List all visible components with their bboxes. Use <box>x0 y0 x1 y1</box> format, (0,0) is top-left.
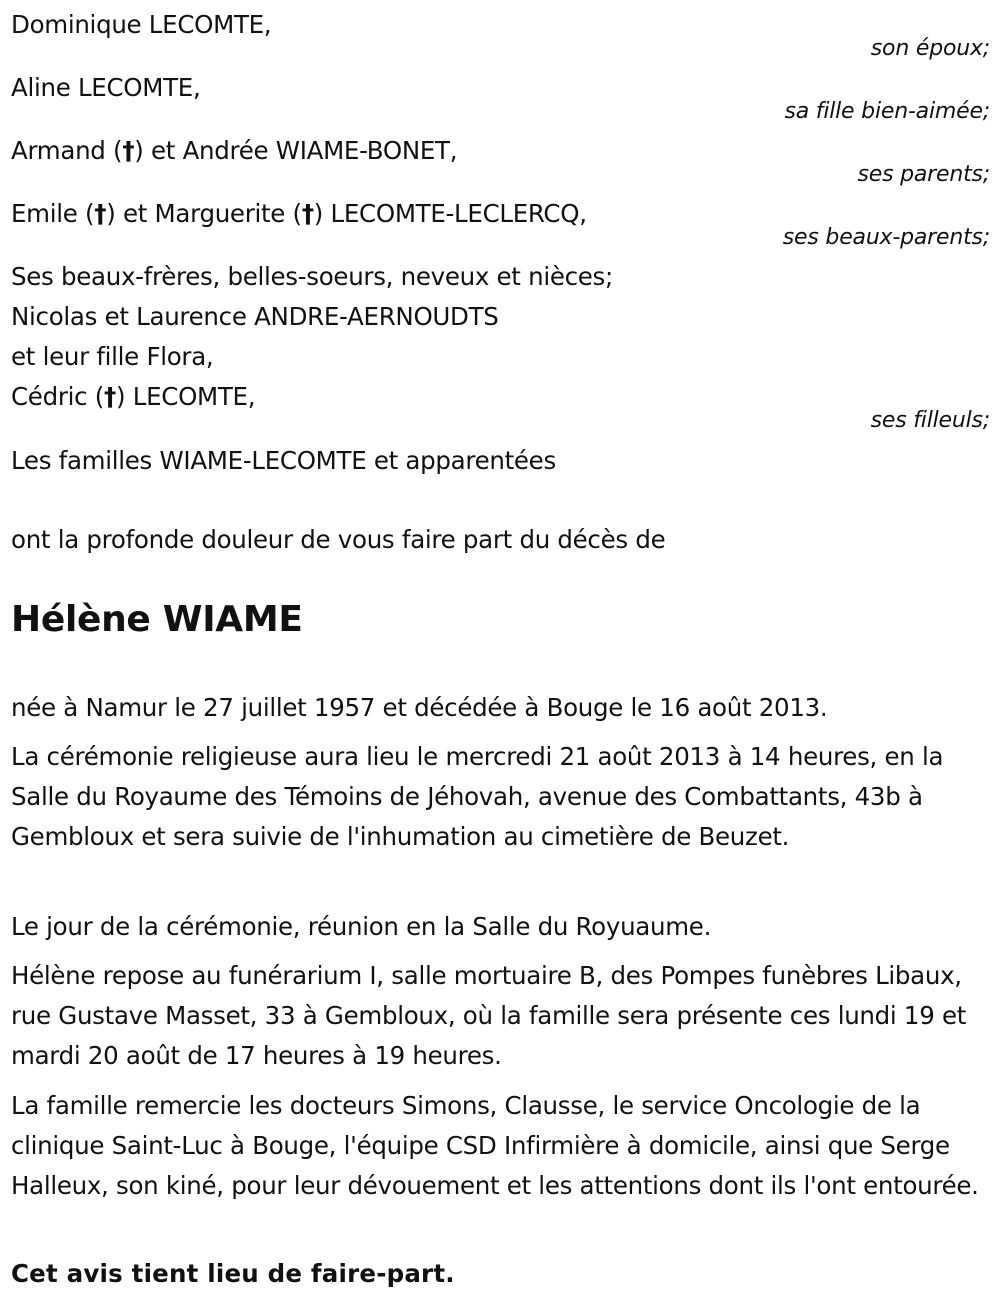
family-parents-in-law-name <box>11 199 587 229</box>
paragraph-funeral-home: Hélène repose au funérarium I, salle mortuaire B, des Pompes funèbres Libaux, rue Gustave Masset, 33 à Gembloux, où la famille sera présente ces lundi 19 et mardi 20 août de 17 heures à 19 heures. <box>11 961 967 1070</box>
cross-icon: † <box>104 382 116 411</box>
paragraph-birth-death: née à Namur le 27 juillet 1957 et décédée à Bouge le 16 août 2013. <box>11 693 828 722</box>
family-cedric-part2: ) LECOMTE, <box>115 382 256 411</box>
deceased-name: Hélène WIAME <box>11 599 303 640</box>
cross-icon: † <box>301 199 314 228</box>
closing-note: Cet avis tient lieu de faire-part. <box>11 1259 455 1288</box>
announcement-text: ont la profonde douleur de vous faire part du décès de <box>11 525 666 554</box>
family-related-families: Les familles WIAME-LECOMTE et apparentées <box>11 446 556 475</box>
family-parents-role: ses parents; <box>857 162 990 187</box>
family-daughter-role: sa fille bien-aimée; <box>784 99 990 124</box>
family-cedric-part1: Cédric ( <box>11 382 105 411</box>
family-husband-name: Dominique LECOMTE, <box>11 10 272 39</box>
family-flora: et leur fille Flora, <box>11 342 214 371</box>
family-in-law-part3: ) LECOMTE-LECLERCQ, <box>313 199 587 228</box>
family-cedric <box>11 382 255 412</box>
family-parents-part2: ) et Andrée WIAME-BONET, <box>134 136 458 165</box>
family-parents-name <box>11 136 457 166</box>
family-parents-in-law-role: ses beaux-parents; <box>782 225 990 250</box>
family-parents-part1: Armand ( <box>11 136 123 165</box>
family-husband-role: son époux; <box>870 36 990 61</box>
cross-icon: † <box>94 199 107 228</box>
paragraph-thanks: La famille remercie les docteurs Simons, Clausse, le service Oncologie de la clinique Saint-Luc à Bouge, l'équipe CSD Infirmière à domicile, ainsi que Serge Halleux, son kiné, pour leur dévouement et les attentions dont ils l'ont entourée. <box>11 1091 979 1200</box>
family-godchildren-role: ses filleuls; <box>870 408 990 433</box>
paragraph-ceremony: La cérémonie religieuse aura lieu le mercredi 21 août 2013 à 14 heures, en la Salle du Royaume des Témoins de Jéhovah, avenue des Combattants, 43b à Gembloux et sera suivie de l'inhumation au cimetière de Beuzet. <box>11 742 944 851</box>
family-in-law-part2: ) et Marguerite ( <box>106 199 302 228</box>
family-in-laws-siblings: Ses beaux-frères, belles-soeurs, neveux et nièces; <box>11 262 613 291</box>
family-nicolas-laurence: Nicolas et Laurence ANDRE-AERNOUDTS <box>11 302 499 331</box>
family-in-law-part1: Emile ( <box>11 199 95 228</box>
family-daughter-name: Aline LECOMTE, <box>11 73 201 102</box>
cross-icon: † <box>122 136 135 165</box>
paragraph-gathering: Le jour de la cérémonie, réunion en la Salle du Royuaume. <box>11 912 712 941</box>
